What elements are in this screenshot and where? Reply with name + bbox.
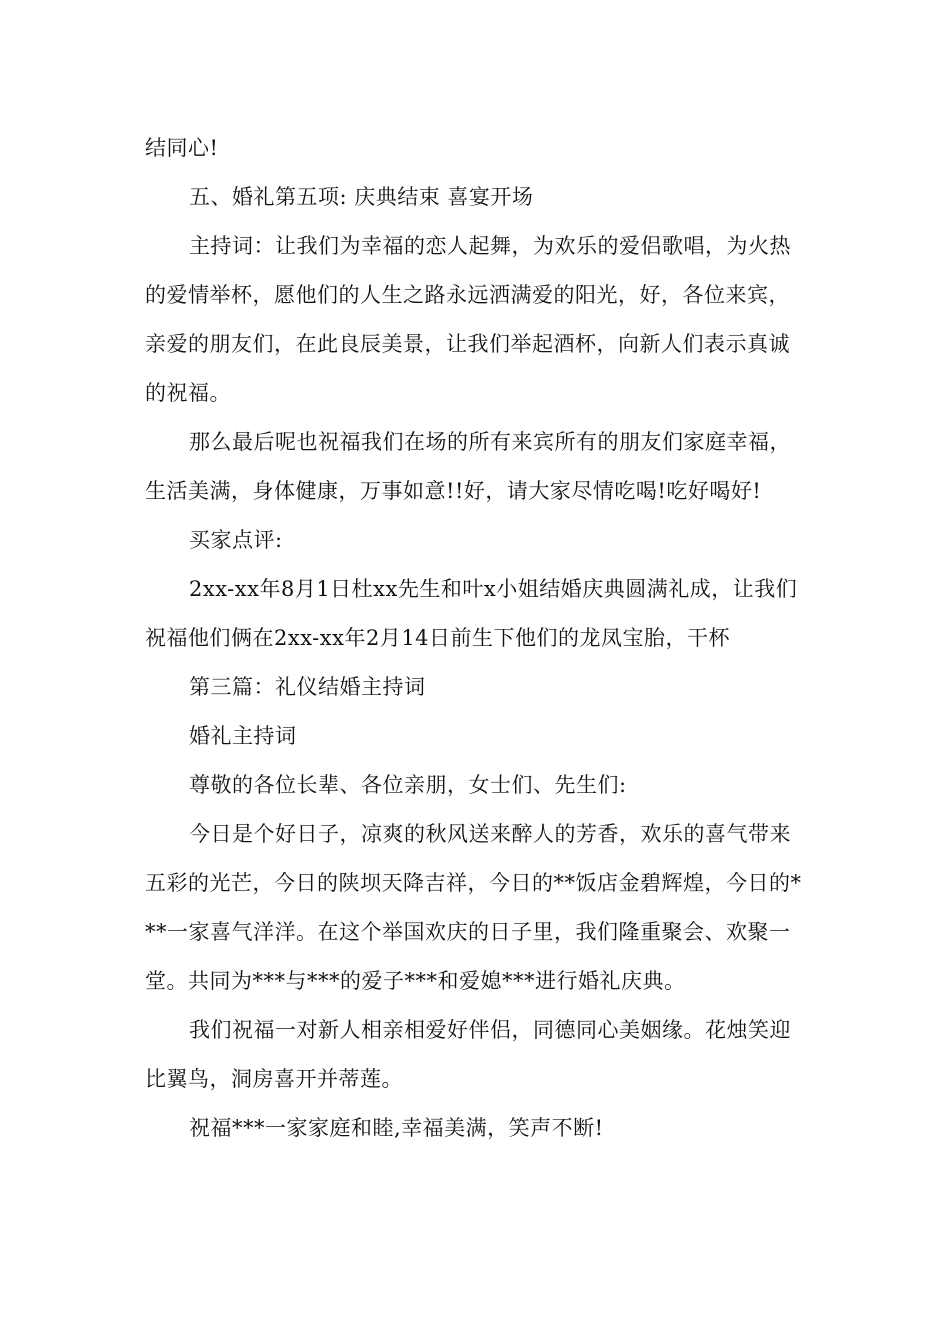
paragraph-continuation: 结同心! xyxy=(145,136,219,160)
paragraph-opening: 今日是个好日子，凉爽的秋风送来醉人的芳香，欢乐的喜气带来五彩的光芒，今日的陕坝天降吉祥，今日的**饭店金碧辉煌，今日的***一家喜气洋洋。在这个举国欢庆的日子里，我们隆重聚会、欢聚一堂。共同为***与***的爱子***和爱媳***进行婚礼庆典。 xyxy=(145,822,802,993)
buyer-review-label: 买家点评: xyxy=(189,528,283,552)
document-body xyxy=(145,124,805,1153)
paragraph-family-blessing: 祝福***一家家庭和睦,幸福美满，笑声不断! xyxy=(189,1116,604,1140)
paragraph-greeting: 尊敬的各位长辈、各位亲朋，女士们、先生们: xyxy=(189,773,627,797)
paragraph-review: 2xx-xx年8月1日杜xx先生和叶x小姐结婚庆典圆满礼成，让我们祝福他们俩在2xx-xx年2月14日前生下他们的龙凤宝胎，干杯 xyxy=(145,577,798,650)
paragraph-final-blessing: 那么最后呢也祝福我们在场的所有来宾所有的朋友们家庭幸福，生活美满，身体健康，万事如意!!好，请大家尽情吃喝!吃好喝好! xyxy=(145,430,791,503)
paragraph-wishes: 我们祝福一对新人相亲相爱好伴侣，同德同心美姻缘。花烛笑迎比翼鸟，洞房喜开并蒂莲。 xyxy=(145,1018,791,1091)
subtitle: 婚礼主持词 xyxy=(189,724,297,748)
chapter-title: 第三篇：礼仪结婚主持词 xyxy=(189,675,426,699)
paragraph-host-speech: 主持词：让我们为幸福的恋人起舞，为欢乐的爱侣歌唱，为火热的爱情举杯，愿他们的人生之路永远洒满爱的阳光，好，各位来宾，亲爱的朋友们，在此良辰美景，让我们举起酒杯，向新人们表示真诚的祝福。 xyxy=(145,234,791,405)
section-heading-5: 五、婚礼第五项: 庆典结束 喜宴开场 xyxy=(189,185,534,209)
